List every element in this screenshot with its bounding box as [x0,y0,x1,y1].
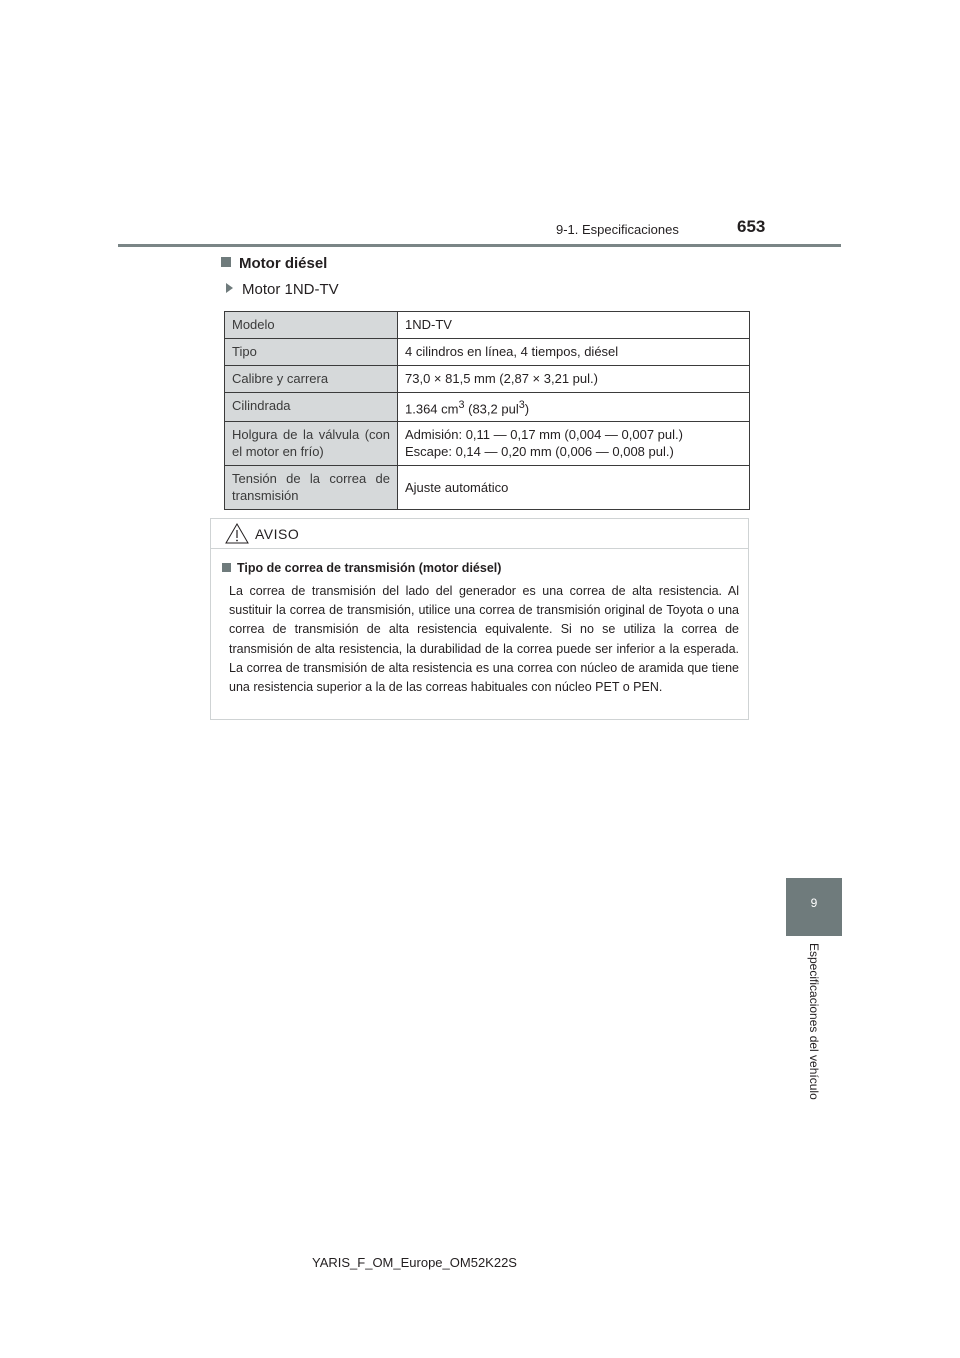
page-number: 653 [737,217,766,236]
square-bullet-icon [222,563,231,572]
row-label: Tipo [225,339,398,366]
notice-body: La correa de transmisión del lado del generador es una correa de alta resistencia. Al sustituir la correa de transmisión, utilice una correa de transmisión original de Toyota o una correa de transmisión de alta resistencia equivalente. Si no se utiliza la correa de transmisión de alta resistencia, la durabilidad de la correa puede ser inferior a la esperada. La correa de transmisión de alta resistencia es una correa con núcleo de aramida que tiene una resistencia superior a la de las correas habituales con núcleo PET o PEN. [229,584,739,695]
notice-box [210,518,749,720]
table-row [225,312,750,339]
notice-header [211,519,748,549]
table-row [225,422,750,466]
footer-doc-id: YARIS_F_OM_Europe_OM52K22S [312,1255,517,1270]
row-value [398,393,750,422]
section-heading-text: Motor diésel [239,255,328,272]
notice-subheading-text: Tipo de correa de transmisión (motor diésel) [237,561,502,575]
paren-close: ) [524,401,530,417]
row-value: Ajuste automático [398,466,750,510]
square-bullet-icon [221,257,231,267]
row-value: 1ND-TV [398,312,750,339]
row-label: Modelo [225,312,398,339]
value-line: Admisión: 0,11 — 0,17 mm (0,004 — 0,007 pul.) [405,427,683,443]
row-label: Cilindrada [225,393,398,422]
table-row [225,366,750,393]
notice-title: AVISO [255,526,300,542]
row-value: 4 cilindros en línea, 4 tiempos, diésel [398,339,750,366]
table-row [225,339,750,366]
sub-heading [226,281,339,298]
row-value: 73,0 × 81,5 mm (2,87 × 3,21 pul.) [398,366,750,393]
notice-subheading [222,561,501,575]
row-label: Holgura de la válvula (con el motor en frío) [225,422,398,466]
superscript: 3 [518,399,525,411]
row-value [398,422,750,466]
superscript: 3 [458,399,465,411]
displacement-value-alt: (83,2 pul [464,401,519,417]
value-line: Escape: 0,14 — 0,20 mm (0,006 — 0,008 pul.) [405,444,674,460]
row-label: Tensión de la correa de transmisión [225,466,398,510]
running-header-section: 9-1. Especificaciones [556,222,679,237]
table-row [225,393,750,422]
table-row [225,466,750,510]
chapter-number: 9 [810,896,818,910]
warning-triangle-icon [225,523,249,544]
row-label: Calibre y carrera [225,366,398,393]
triangle-bullet-icon [226,283,233,293]
section-heading [221,255,327,272]
header-rule [118,244,841,247]
chapter-label: Especificaciones del vehículo [807,943,821,1100]
spec-table [224,311,750,510]
chapter-tab [786,878,842,936]
displacement-value: 1.364 cm [405,401,459,417]
sub-heading-text: Motor 1ND-TV [242,281,339,298]
